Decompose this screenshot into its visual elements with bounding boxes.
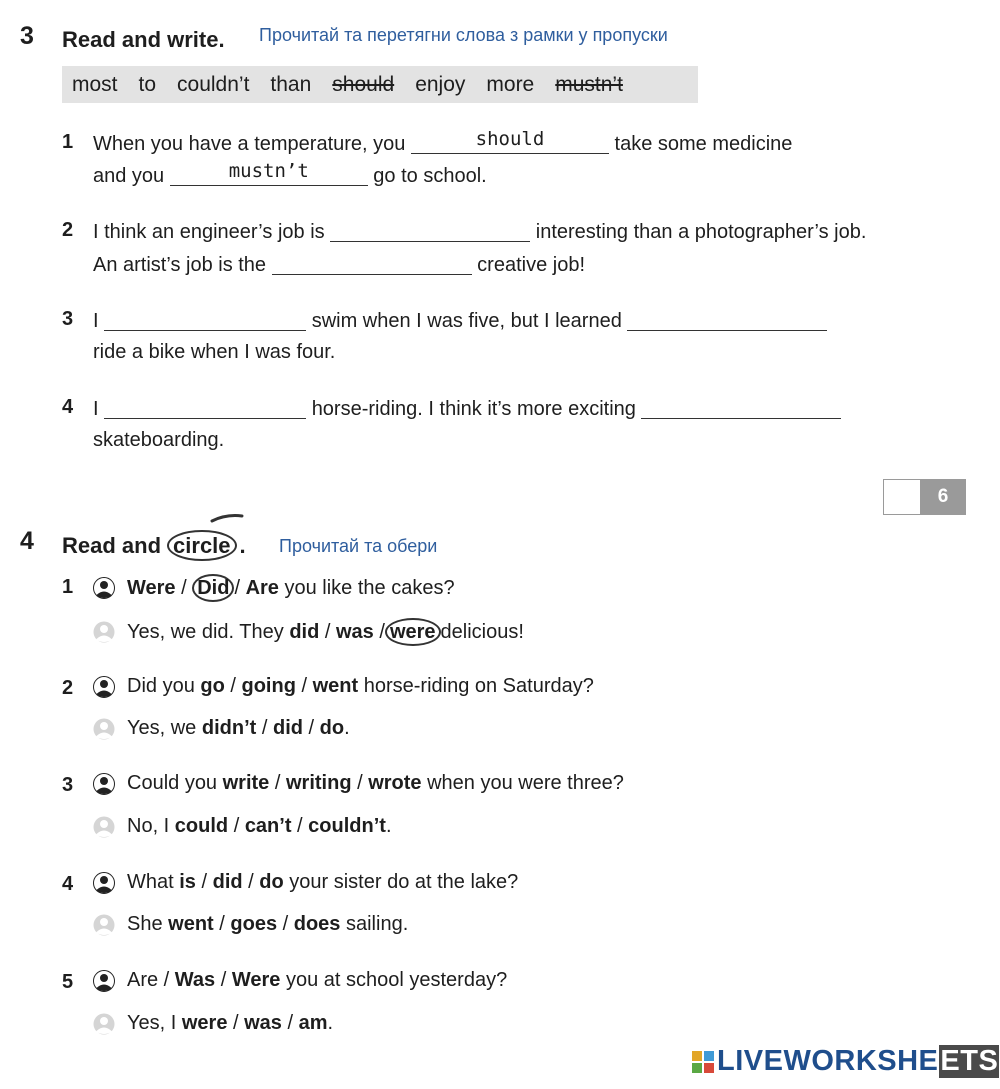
score-input[interactable] [884,480,921,514]
choice[interactable]: did [212,871,243,893]
word-bank-item[interactable]: couldn’t [177,72,250,96]
choice[interactable]: going [241,675,296,697]
choice[interactable]: did [289,620,320,643]
choice[interactable]: didn’t [201,717,257,739]
answer-blank[interactable] [627,308,827,331]
answer-line: She went / goes / does sailing. [93,913,408,936]
word-bank-item-used: should [332,72,395,96]
choice[interactable]: does [293,913,341,935]
item-number: 5 [62,971,74,993]
choice-selected[interactable]: Did [192,574,234,602]
choice[interactable]: wrote [368,772,422,794]
choice-selected[interactable]: were [385,618,441,646]
choice[interactable]: do [259,871,284,893]
question-line: Were / Did / Are you like the cakes? [93,574,455,602]
answer-blank[interactable] [641,396,841,419]
pen-stroke-mark [210,513,244,523]
answer-blank[interactable] [411,128,609,154]
filled-answer: should [475,128,545,150]
word-bank-item-used: mustn’t [555,72,623,96]
question-line: Are / Was / Were you at school yesterday? [93,969,507,992]
item-number: 1 [62,131,74,153]
choice[interactable]: Were [231,969,281,991]
speaker-light-icon [93,914,115,936]
choice[interactable]: was [336,620,374,643]
section-4-instruction: Прочитай та обери [279,536,438,556]
item-line: I swim when I was five, but I learned [93,308,827,333]
choice[interactable]: write [222,772,270,794]
choice[interactable]: did [272,717,303,739]
answer-blank[interactable] [104,308,306,331]
speaker-light-icon [93,621,115,643]
choice[interactable]: Was [174,969,216,991]
word-bank-item[interactable]: than [270,72,312,96]
word-bank-item[interactable]: most [72,72,118,96]
speaker-dark-icon [93,872,115,894]
choice[interactable]: could [174,815,229,837]
question-line: Did you go / going / went horse-riding on Saturday? [93,675,594,698]
speaker-dark-icon [93,676,115,698]
question-line: Could you write / writing / wrote when you were three? [93,772,624,795]
item-line: I horse-riding. I think it’s more exciting [93,396,841,421]
choice[interactable]: Are [127,969,159,991]
item-number: 3 [62,774,74,796]
answer-blank[interactable] [170,160,368,186]
choice[interactable]: went [168,913,214,935]
section-3-title: Read and write. [62,27,225,52]
item-line: and you mustn’t go to school. [93,160,487,187]
word-bank [62,66,698,103]
choice[interactable]: is [179,871,196,893]
choice[interactable]: was [244,1012,282,1034]
score-box [883,479,966,515]
item-number: 2 [62,677,74,699]
item-number: 4 [62,873,74,895]
choice[interactable]: writing [285,772,352,794]
item-number: 1 [62,576,74,598]
speaker-light-icon [93,718,115,740]
liveworksheets-logo: LIVEWORKSHE ETS [692,1045,999,1078]
choice[interactable]: Are [245,576,279,599]
answer-blank[interactable] [272,252,472,275]
word-bank-item[interactable]: enjoy [415,72,466,96]
filled-answer: mustn’t [228,160,309,182]
speaker-dark-icon [93,773,115,795]
section-3-instruction: Прочитай та перетягни слова з рамки у пропуски [259,25,668,45]
item-line: An artist’s job is the creative job! [93,254,586,276]
circle-example: circle [167,530,237,561]
choice[interactable]: went [312,675,359,697]
word-bank-item[interactable]: more [486,72,535,96]
item-line: skateboarding. [93,429,225,451]
answer-line: No, I could / can’t / couldn’t . [93,815,392,838]
speaker-dark-icon [93,577,115,599]
answer-line: Yes, we didn’t / did / do . [93,717,350,740]
answer-blank[interactable] [330,219,530,242]
choice[interactable]: am [298,1012,328,1034]
answer-line: Yes, I were / was / am . [93,1012,333,1035]
score-total: 6 [921,480,965,514]
item-number: 4 [62,396,74,418]
item-number: 3 [62,308,74,330]
item-line: I think an engineer’s job is interesting than a photographer’s job. [93,221,867,243]
choice[interactable]: goes [230,913,278,935]
question-line: What is / did / do your sister do at the lake? [93,871,518,894]
word-bank-item[interactable]: to [138,72,157,96]
choice[interactable]: were [181,1012,228,1034]
choice[interactable]: couldn’t [308,815,386,837]
choice[interactable]: can’t [244,815,292,837]
item-line: ride a bike when I was four. [93,341,336,363]
section-3-number: 3 [20,22,34,50]
answer-blank[interactable] [104,396,306,419]
choice[interactable]: go [200,675,225,697]
section-4-title: Read and circle . [62,530,246,561]
answer-line: Yes, we did. They did / was / were delicious! [93,618,524,646]
speaker-light-icon [93,816,115,838]
choice[interactable]: do [319,717,345,739]
item-number: 2 [62,219,74,241]
logo-grid-icon [692,1051,714,1073]
item-line: When you have a temperature, you should take some medicine [93,128,793,155]
section-4-number: 4 [20,527,34,555]
speaker-light-icon [93,1013,115,1035]
speaker-dark-icon [93,970,115,992]
choice[interactable]: Were [127,576,176,599]
